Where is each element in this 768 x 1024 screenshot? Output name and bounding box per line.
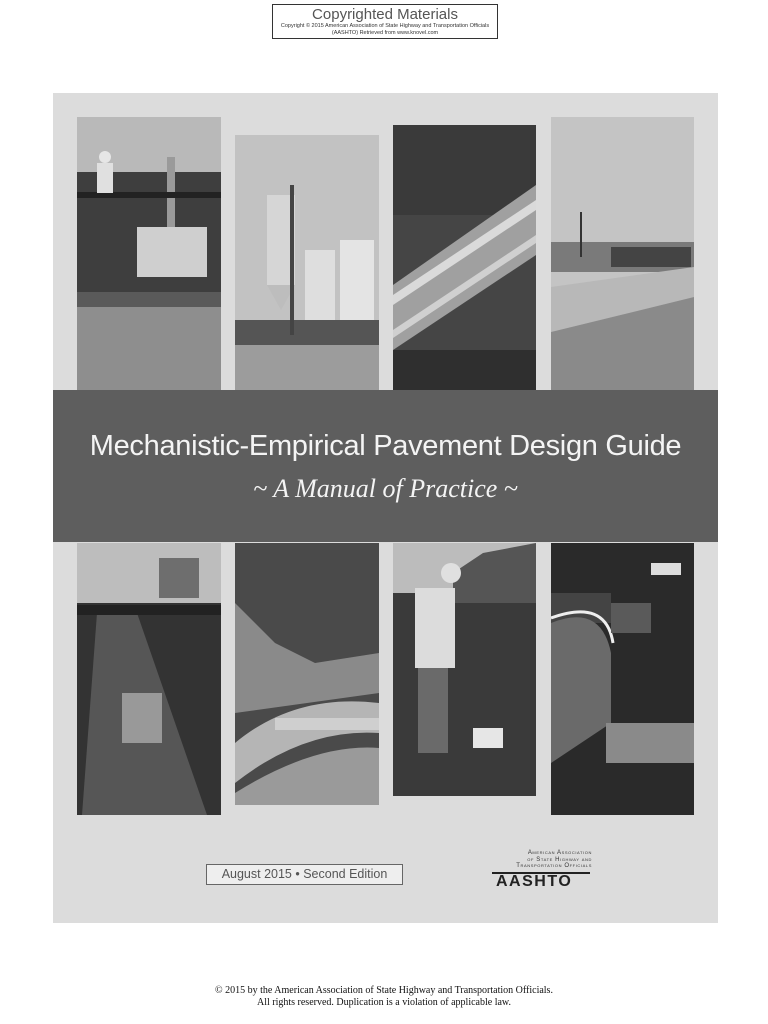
aashto-logo — [492, 850, 592, 890]
cover-subtitle: ~ A Manual of Practice ~ — [253, 474, 518, 503]
photo-pavement-inspection — [393, 543, 536, 796]
edition-label: August 2015 • Second Edition — [206, 864, 403, 885]
stamp-title: Copyrighted Materials — [312, 6, 458, 23]
photo-night-paving — [551, 543, 694, 815]
photo-mountain-road — [235, 543, 379, 805]
footer-line-2: All rights reserved. Duplication is a violation of applicable law. — [256, 997, 511, 1008]
logo-wordmark: AASHTO — [496, 873, 573, 890]
copyright-stamp — [272, 4, 498, 39]
cover-title: Mechanistic-Empirical Pavement Design Guide — [89, 430, 682, 462]
logo-line-2: of State Highway and — [527, 856, 592, 863]
title-band — [53, 390, 718, 542]
photo-night-highway — [77, 543, 221, 815]
logo-line-3: Transportation Officials — [516, 863, 592, 869]
stamp-line-2: (AASHTO) Retrieved from www.knovel.com — [331, 29, 439, 36]
copyright-footer — [0, 985, 768, 1009]
photo-concrete-plant — [235, 135, 379, 390]
stamp-line-1: Copyright © 2015 American Association of State Highway and Transportation Officials — [280, 23, 490, 29]
photo-paving-machine — [77, 117, 221, 390]
footer-line-1: © 2015 by the American Association of State Highway and Transportation Officials. — [215, 985, 553, 996]
photo-road-construction — [551, 117, 694, 390]
photo-highway-aerial — [393, 125, 536, 390]
logo-line-1: American Association — [527, 850, 592, 856]
